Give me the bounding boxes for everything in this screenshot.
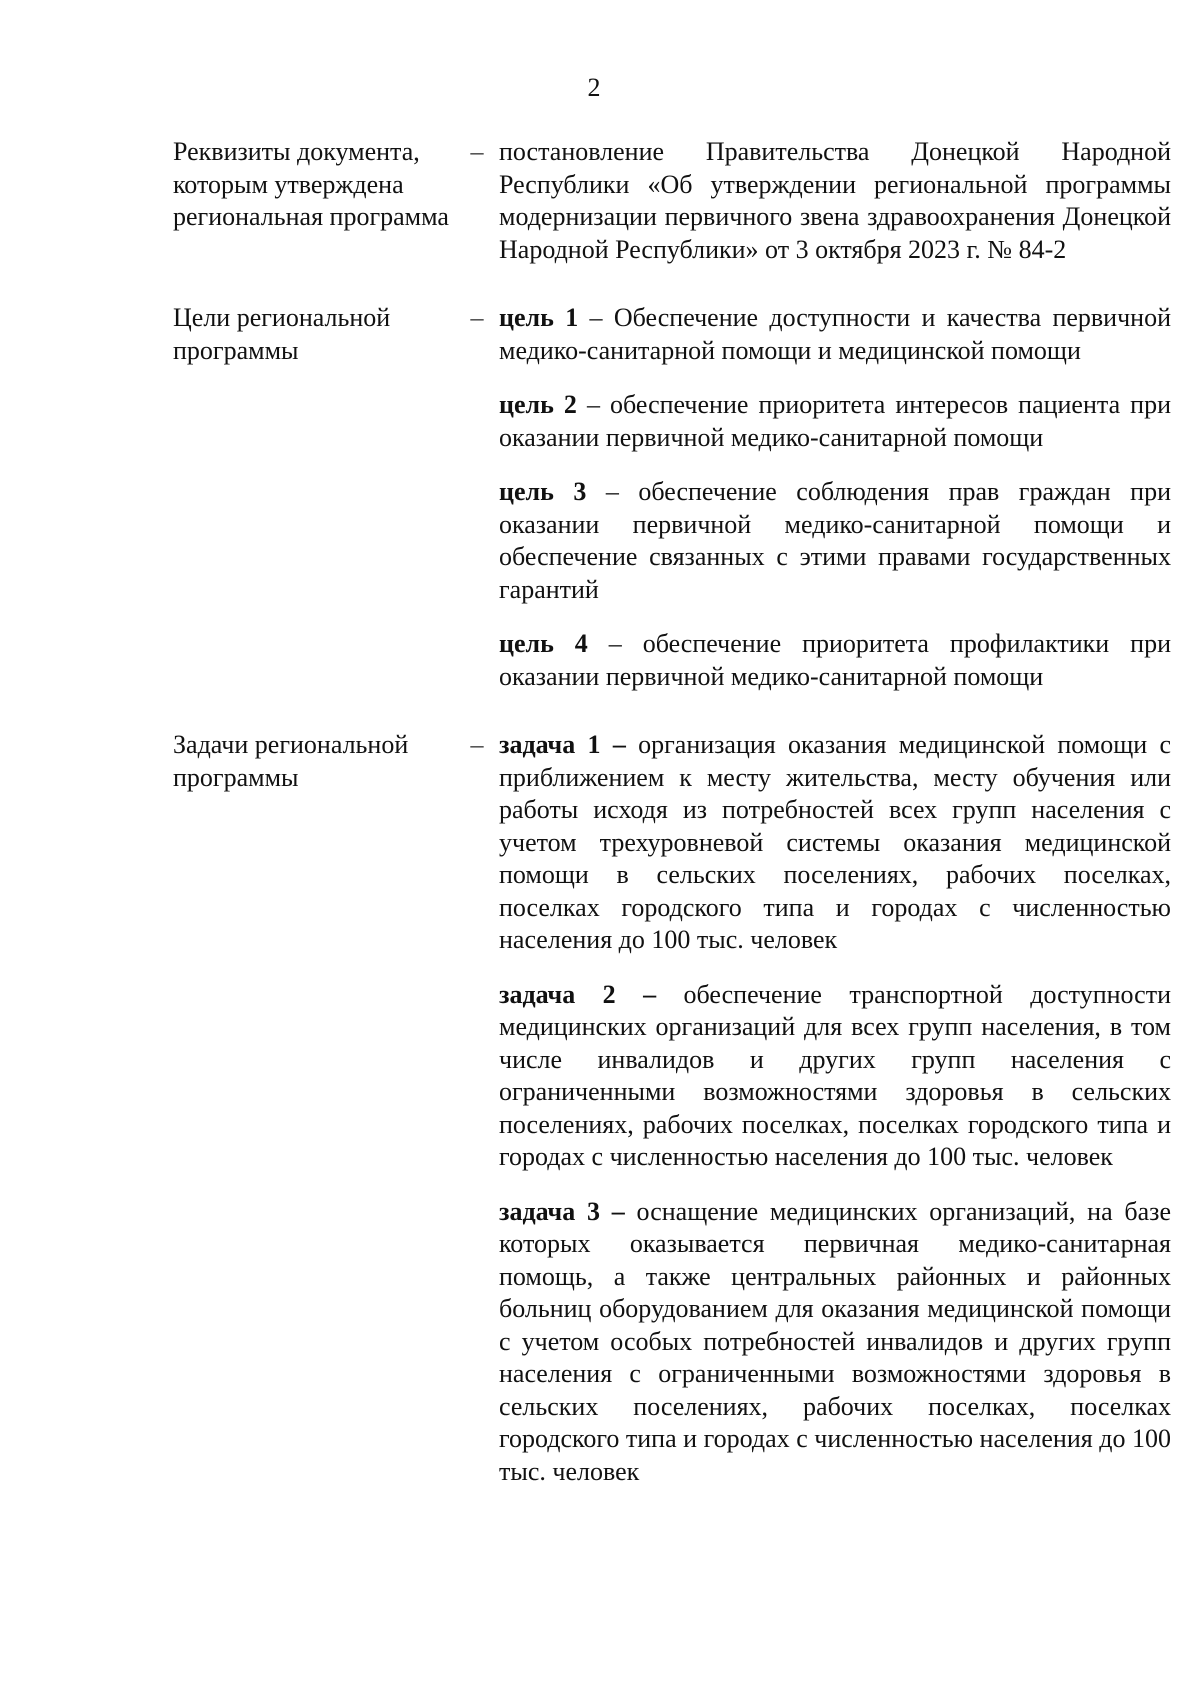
goal-paragraph bbox=[499, 389, 1171, 454]
row-content bbox=[499, 302, 1171, 693]
goal-paragraph bbox=[499, 628, 1171, 693]
task-text: обеспечение транспортной доступности медицинских организаций для всех групп населения, в том числе инвалидов и других групп населения с ограниченными возможностями здоровья в сельских поселениях, рабочих поселках, поселках городского типа и городах с численностью населения до 100 тыс. человек bbox=[499, 979, 1171, 1171]
row-content bbox=[499, 729, 1171, 1488]
row-document-requisites bbox=[173, 136, 1171, 266]
goal-text: – Обеспечение доступности и качества первичной медико-санитарной помощи и медицинской помощи bbox=[499, 303, 1172, 365]
task-lead: задача 3 – bbox=[499, 1196, 625, 1226]
row-label: Реквизиты документа, которым утверждена региональная программа bbox=[173, 137, 449, 231]
row-program-tasks bbox=[173, 729, 1171, 1488]
task-text: оснащение медицинских организаций, на базе которых оказывается первичная медико-санитарная помощь, а также центральных районных и районных больниц оборудованием для оказания медицинской помощи с учетом особых потребностей инвалидов и других групп населения с ограниченными возможностями здоровья в сельских поселениях, рабочих поселках, поселках городского типа и городах с численностью населения до 100 тыс. человек bbox=[499, 1196, 1171, 1486]
task-lead: задача 1 – bbox=[499, 730, 626, 759]
row-program-goals bbox=[173, 302, 1171, 693]
task-paragraph bbox=[499, 729, 1171, 957]
goal-lead: цель 4 bbox=[499, 629, 588, 658]
row-dash: – bbox=[470, 303, 484, 332]
task-text: организация оказания медицинской помощи с приближением к месту жительства, месту обучения или работы исходя из потребностей всех групп населения с учетом трехуровневой системы оказания медицинской помощи в сельских поселениях, рабочих поселках, поселках городского типа и городах с численностью населения до 100 тыс. человек bbox=[499, 730, 1171, 954]
row-dash: – bbox=[470, 137, 484, 166]
task-paragraph bbox=[499, 1196, 1171, 1489]
goal-text: – обеспечение приоритета интересов пациента при оказании первичной медико-санитарной помощи bbox=[499, 390, 1171, 452]
program-passport-table bbox=[173, 136, 1171, 1488]
goal-paragraph bbox=[499, 476, 1171, 606]
goal-lead: цель 3 bbox=[499, 477, 587, 506]
goal-text: – обеспечение приоритета профилактики при оказании первичной медико-санитарной помощи bbox=[499, 629, 1171, 691]
task-paragraph bbox=[499, 979, 1171, 1174]
paragraph bbox=[499, 136, 1171, 266]
goal-paragraph bbox=[499, 302, 1171, 367]
row-content bbox=[499, 136, 1171, 266]
goal-text: – обеспечение соблюдения прав граждан при оказании первичной медико-санитарной помощи и обеспечение связанных с этими правами государственных гарантий bbox=[499, 477, 1171, 604]
goal-lead: цель 2 bbox=[499, 390, 577, 419]
row-label: Задачи региональной программы bbox=[173, 730, 409, 792]
row-dash: – bbox=[470, 730, 484, 759]
page-number: 2 bbox=[587, 73, 601, 102]
paragraph-text: постановление Правительства Донецкой Народной Республики «Об утверждении региональной программы модернизации первичного звена здравоохранения Донецкой Народной Республики» от 3 октября 2023 г. № 84-2 bbox=[499, 137, 1171, 264]
row-label: Цели региональной программы bbox=[173, 303, 391, 365]
task-lead: задача 2 – bbox=[499, 979, 657, 1009]
goal-lead: цель 1 bbox=[499, 303, 579, 332]
